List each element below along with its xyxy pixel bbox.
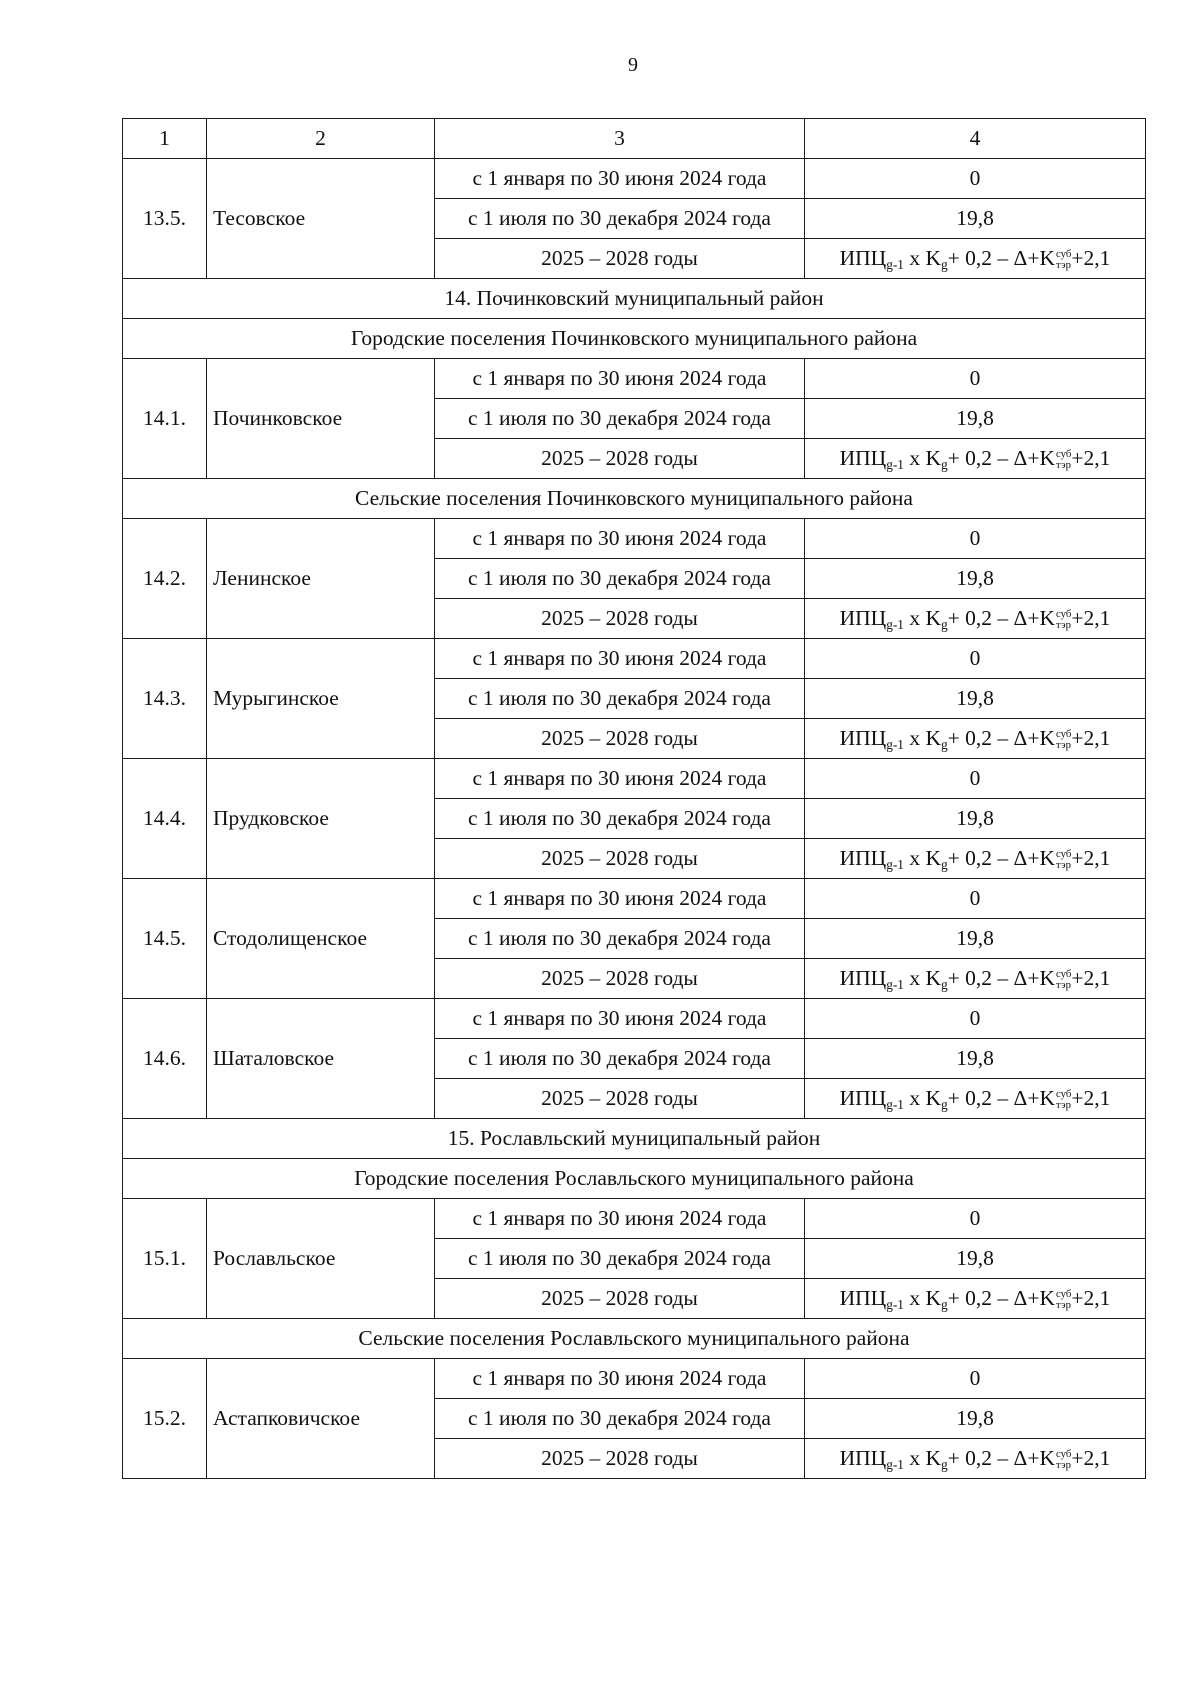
formula-tail: +2,1 bbox=[1071, 606, 1111, 630]
formula-k2-sup: суб bbox=[1056, 1288, 1072, 1301]
formula-ipc-sub: g-1 bbox=[886, 736, 904, 752]
formula-k2: K bbox=[1039, 726, 1056, 750]
formula-ipc-sub: g-1 bbox=[886, 976, 904, 992]
formula bbox=[840, 846, 1111, 870]
table-row bbox=[123, 159, 1146, 199]
section-heading: Сельские поселения Рославльского муниципального района bbox=[123, 1319, 1146, 1359]
value-cell: 0 bbox=[805, 159, 1146, 199]
section-row bbox=[123, 1319, 1146, 1359]
table-row bbox=[123, 759, 1146, 799]
formula-k2-sup: суб bbox=[1056, 248, 1072, 261]
formula-k2-sub: тэр bbox=[1056, 738, 1071, 751]
period-cell: 2025 – 2028 годы bbox=[435, 439, 805, 479]
period-cell: с 1 июля по 30 декабря 2024 года bbox=[435, 1239, 805, 1279]
settlement-name: Ленинское bbox=[207, 519, 435, 639]
formula-x: х bbox=[903, 1286, 926, 1310]
formula-ipc: ИПЦ bbox=[839, 246, 887, 270]
period-cell: с 1 января по 30 июня 2024 года bbox=[435, 1359, 805, 1399]
row-number: 15.1. bbox=[123, 1199, 207, 1319]
table-row bbox=[123, 359, 1146, 399]
formula-k2: K bbox=[1039, 966, 1056, 990]
formula-k2-sup: суб bbox=[1056, 1088, 1072, 1101]
value-cell: 19,8 bbox=[805, 399, 1146, 439]
formula-mid: + 0,2 – Δ+ bbox=[947, 606, 1040, 630]
formula-ipc-sub: g-1 bbox=[886, 1096, 904, 1112]
formula-ipc: ИПЦ bbox=[839, 606, 887, 630]
settlement-name: Тесовское bbox=[207, 159, 435, 279]
tariff-table bbox=[122, 118, 1146, 1479]
period-cell: с 1 июля по 30 декабря 2024 года bbox=[435, 399, 805, 439]
formula-k-sub: g bbox=[941, 256, 948, 272]
formula bbox=[840, 606, 1111, 630]
formula-k: K bbox=[925, 1446, 941, 1470]
formula-tail: +2,1 bbox=[1071, 846, 1111, 870]
row-number: 14.6. bbox=[123, 999, 207, 1119]
formula-k: K bbox=[925, 966, 941, 990]
formula-cell bbox=[805, 719, 1146, 759]
formula-k2: K bbox=[1039, 606, 1056, 630]
formula-k2-sup: суб bbox=[1056, 1448, 1072, 1461]
formula-cell bbox=[805, 959, 1146, 999]
formula-ipc: ИПЦ bbox=[839, 846, 887, 870]
settlement-name: Прудковское bbox=[207, 759, 435, 879]
formula-k2-sub: тэр bbox=[1056, 618, 1071, 631]
formula-k2-indices bbox=[1056, 729, 1071, 749]
formula-cell bbox=[805, 839, 1146, 879]
settlement-name: Астапковичское bbox=[207, 1359, 435, 1479]
formula-x: х bbox=[903, 246, 926, 270]
formula-k: K bbox=[925, 446, 941, 470]
formula-k2-indices bbox=[1056, 609, 1071, 629]
formula-tail: +2,1 bbox=[1071, 246, 1111, 270]
formula-ipc-sub: g-1 bbox=[886, 1456, 904, 1472]
value-cell: 0 bbox=[805, 1359, 1146, 1399]
period-cell: с 1 января по 30 июня 2024 года bbox=[435, 359, 805, 399]
header-row bbox=[123, 119, 1146, 159]
formula-k2: K bbox=[1039, 846, 1056, 870]
value-cell: 19,8 bbox=[805, 1239, 1146, 1279]
formula-ipc: ИПЦ bbox=[839, 1446, 887, 1470]
formula-mid: + 0,2 – Δ+ bbox=[947, 846, 1040, 870]
formula-k: K bbox=[925, 1286, 941, 1310]
formula-mid: + 0,2 – Δ+ bbox=[947, 246, 1040, 270]
formula-mid: + 0,2 – Δ+ bbox=[947, 726, 1040, 750]
header-cell-3: 3 bbox=[435, 119, 805, 159]
section-row bbox=[123, 1159, 1146, 1199]
formula-x: х bbox=[903, 726, 926, 750]
formula-k-sub: g bbox=[941, 1296, 948, 1312]
formula bbox=[840, 246, 1111, 270]
value-cell: 19,8 bbox=[805, 919, 1146, 959]
formula-mid: + 0,2 – Δ+ bbox=[947, 1086, 1040, 1110]
formula-ipc: ИПЦ bbox=[839, 1086, 887, 1110]
settlement-name: Починковское bbox=[207, 359, 435, 479]
table-body bbox=[123, 119, 1146, 1479]
section-heading: Городские поселения Починковского муниципального района bbox=[123, 319, 1146, 359]
formula-cell bbox=[805, 599, 1146, 639]
formula-k2-indices bbox=[1056, 1449, 1071, 1469]
row-number: 14.1. bbox=[123, 359, 207, 479]
formula-mid: + 0,2 – Δ+ bbox=[947, 1446, 1040, 1470]
formula-x: х bbox=[903, 606, 926, 630]
formula bbox=[840, 966, 1111, 990]
row-number: 14.5. bbox=[123, 879, 207, 999]
period-cell: с 1 июля по 30 декабря 2024 года bbox=[435, 559, 805, 599]
formula bbox=[840, 1286, 1111, 1310]
formula-cell bbox=[805, 1079, 1146, 1119]
row-number: 15.2. bbox=[123, 1359, 207, 1479]
formula-k-sub: g bbox=[941, 856, 948, 872]
period-cell: с 1 июля по 30 декабря 2024 года bbox=[435, 679, 805, 719]
formula-ipc: ИПЦ bbox=[839, 966, 887, 990]
formula-k2-sub: тэр bbox=[1056, 858, 1071, 871]
formula-cell bbox=[805, 1279, 1146, 1319]
formula-k2-sup: суб bbox=[1056, 728, 1072, 741]
section-heading: Сельские поселения Починковского муниципального района bbox=[123, 479, 1146, 519]
period-cell: с 1 января по 30 июня 2024 года bbox=[435, 759, 805, 799]
period-cell: с 1 июля по 30 декабря 2024 года bbox=[435, 199, 805, 239]
period-cell: 2025 – 2028 годы bbox=[435, 599, 805, 639]
section-heading: 15. Рославльский муниципальный район bbox=[123, 1119, 1146, 1159]
formula-k: K bbox=[925, 726, 941, 750]
value-cell: 19,8 bbox=[805, 1399, 1146, 1439]
table-row bbox=[123, 639, 1146, 679]
period-cell: 2025 – 2028 годы bbox=[435, 839, 805, 879]
formula-x: х bbox=[903, 966, 926, 990]
formula-ipc: ИПЦ bbox=[839, 446, 887, 470]
section-row bbox=[123, 279, 1146, 319]
formula-ipc-sub: g-1 bbox=[886, 256, 904, 272]
formula-ipc-sub: g-1 bbox=[886, 1296, 904, 1312]
formula-x: х bbox=[903, 846, 926, 870]
formula-k: K bbox=[925, 606, 941, 630]
value-cell: 0 bbox=[805, 1199, 1146, 1239]
value-cell: 0 bbox=[805, 759, 1146, 799]
period-cell: с 1 января по 30 июня 2024 года bbox=[435, 519, 805, 559]
section-heading: Городские поселения Рославльского муниципального района bbox=[123, 1159, 1146, 1199]
formula-k-sub: g bbox=[941, 1456, 948, 1472]
formula-k-sub: g bbox=[941, 1096, 948, 1112]
period-cell: с 1 января по 30 июня 2024 года bbox=[435, 639, 805, 679]
table-row bbox=[123, 1359, 1146, 1399]
formula-k2: K bbox=[1039, 1446, 1056, 1470]
table-row bbox=[123, 879, 1146, 919]
row-number: 13.5. bbox=[123, 159, 207, 279]
formula-k2-sup: суб bbox=[1056, 848, 1072, 861]
formula-k2-indices bbox=[1056, 1089, 1071, 1109]
formula-k2-indices bbox=[1056, 449, 1071, 469]
formula-k2-sub: тэр bbox=[1056, 258, 1071, 271]
table-row bbox=[123, 1199, 1146, 1239]
value-cell: 0 bbox=[805, 879, 1146, 919]
value-cell: 19,8 bbox=[805, 1039, 1146, 1079]
period-cell: с 1 июля по 30 декабря 2024 года bbox=[435, 919, 805, 959]
value-cell: 19,8 bbox=[805, 199, 1146, 239]
formula-k2-sup: суб bbox=[1056, 448, 1072, 461]
period-cell: с 1 января по 30 июня 2024 года bbox=[435, 1199, 805, 1239]
formula-k2-sub: тэр bbox=[1056, 1458, 1071, 1471]
formula-tail: +2,1 bbox=[1071, 446, 1111, 470]
formula-x: х bbox=[903, 1446, 926, 1470]
formula-k2-sub: тэр bbox=[1056, 1298, 1071, 1311]
value-cell: 0 bbox=[805, 359, 1146, 399]
page-number: 9 bbox=[628, 54, 638, 76]
period-cell: 2025 – 2028 годы bbox=[435, 1279, 805, 1319]
period-cell: с 1 января по 30 июня 2024 года bbox=[435, 879, 805, 919]
period-cell: с 1 июля по 30 декабря 2024 года bbox=[435, 799, 805, 839]
period-cell: с 1 января по 30 июня 2024 года bbox=[435, 159, 805, 199]
settlement-name: Шаталовское bbox=[207, 999, 435, 1119]
settlement-name: Стодолищенское bbox=[207, 879, 435, 999]
table-row bbox=[123, 519, 1146, 559]
period-cell: 2025 – 2028 годы bbox=[435, 959, 805, 999]
value-cell: 19,8 bbox=[805, 679, 1146, 719]
formula bbox=[840, 1086, 1111, 1110]
formula-x: х bbox=[903, 446, 926, 470]
period-cell: с 1 января по 30 июня 2024 года bbox=[435, 999, 805, 1039]
formula-tail: +2,1 bbox=[1071, 1086, 1111, 1110]
formula-ipc-sub: g-1 bbox=[886, 856, 904, 872]
period-cell: с 1 июля по 30 декабря 2024 года bbox=[435, 1399, 805, 1439]
settlement-name: Мурыгинское bbox=[207, 639, 435, 759]
value-cell: 19,8 bbox=[805, 559, 1146, 599]
formula-ipc: ИПЦ bbox=[839, 726, 887, 750]
period-cell: 2025 – 2028 годы bbox=[435, 239, 805, 279]
formula bbox=[840, 1446, 1111, 1470]
row-number: 14.4. bbox=[123, 759, 207, 879]
formula-k2-indices bbox=[1056, 849, 1071, 869]
formula-k2-sup: суб bbox=[1056, 608, 1072, 621]
formula-ipc: ИПЦ bbox=[839, 1286, 887, 1310]
formula-k2-sup: суб bbox=[1056, 968, 1072, 981]
formula-cell bbox=[805, 1439, 1146, 1479]
settlement-name: Рославльское bbox=[207, 1199, 435, 1319]
formula-k: K bbox=[925, 1086, 941, 1110]
formula-cell bbox=[805, 439, 1146, 479]
section-row bbox=[123, 479, 1146, 519]
formula-k2: K bbox=[1039, 246, 1056, 270]
header-cell-1: 1 bbox=[123, 119, 207, 159]
row-number: 14.3. bbox=[123, 639, 207, 759]
formula-tail: +2,1 bbox=[1071, 1446, 1111, 1470]
header-cell-4: 4 bbox=[805, 119, 1146, 159]
period-cell: 2025 – 2028 годы bbox=[435, 1439, 805, 1479]
formula-k2-indices bbox=[1056, 1289, 1071, 1309]
formula-k2: K bbox=[1039, 1086, 1056, 1110]
formula-k-sub: g bbox=[941, 736, 948, 752]
formula-tail: +2,1 bbox=[1071, 966, 1111, 990]
header-cell-2: 2 bbox=[207, 119, 435, 159]
value-cell: 0 bbox=[805, 519, 1146, 559]
formula-k: K bbox=[925, 846, 941, 870]
formula-k: K bbox=[925, 246, 941, 270]
formula-ipc-sub: g-1 bbox=[886, 616, 904, 632]
formula-k2-indices bbox=[1056, 249, 1071, 269]
formula-ipc-sub: g-1 bbox=[886, 456, 904, 472]
formula-k-sub: g bbox=[941, 616, 948, 632]
section-row bbox=[123, 1119, 1146, 1159]
formula bbox=[840, 726, 1111, 750]
formula-mid: + 0,2 – Δ+ bbox=[947, 966, 1040, 990]
formula-cell bbox=[805, 239, 1146, 279]
period-cell: 2025 – 2028 годы bbox=[435, 1079, 805, 1119]
formula-mid: + 0,2 – Δ+ bbox=[947, 446, 1040, 470]
formula-k-sub: g bbox=[941, 456, 948, 472]
value-cell: 19,8 bbox=[805, 799, 1146, 839]
formula-x: х bbox=[903, 1086, 926, 1110]
formula-tail: +2,1 bbox=[1071, 1286, 1111, 1310]
period-cell: 2025 – 2028 годы bbox=[435, 719, 805, 759]
formula-k-sub: g bbox=[941, 976, 948, 992]
formula-k2-sub: тэр bbox=[1056, 458, 1071, 471]
table-row bbox=[123, 999, 1146, 1039]
value-cell: 0 bbox=[805, 999, 1146, 1039]
formula-k2-sub: тэр bbox=[1056, 1098, 1071, 1111]
section-heading: 14. Починковский муниципальный район bbox=[123, 279, 1146, 319]
formula-k2-sub: тэр bbox=[1056, 978, 1071, 991]
value-cell: 0 bbox=[805, 639, 1146, 679]
formula-tail: +2,1 bbox=[1071, 726, 1111, 750]
formula-k2: K bbox=[1039, 446, 1056, 470]
row-number: 14.2. bbox=[123, 519, 207, 639]
formula-mid: + 0,2 – Δ+ bbox=[947, 1286, 1040, 1310]
formula bbox=[840, 446, 1111, 470]
section-row bbox=[123, 319, 1146, 359]
formula-k2-indices bbox=[1056, 969, 1071, 989]
period-cell: с 1 июля по 30 декабря 2024 года bbox=[435, 1039, 805, 1079]
formula-k2: K bbox=[1039, 1286, 1056, 1310]
